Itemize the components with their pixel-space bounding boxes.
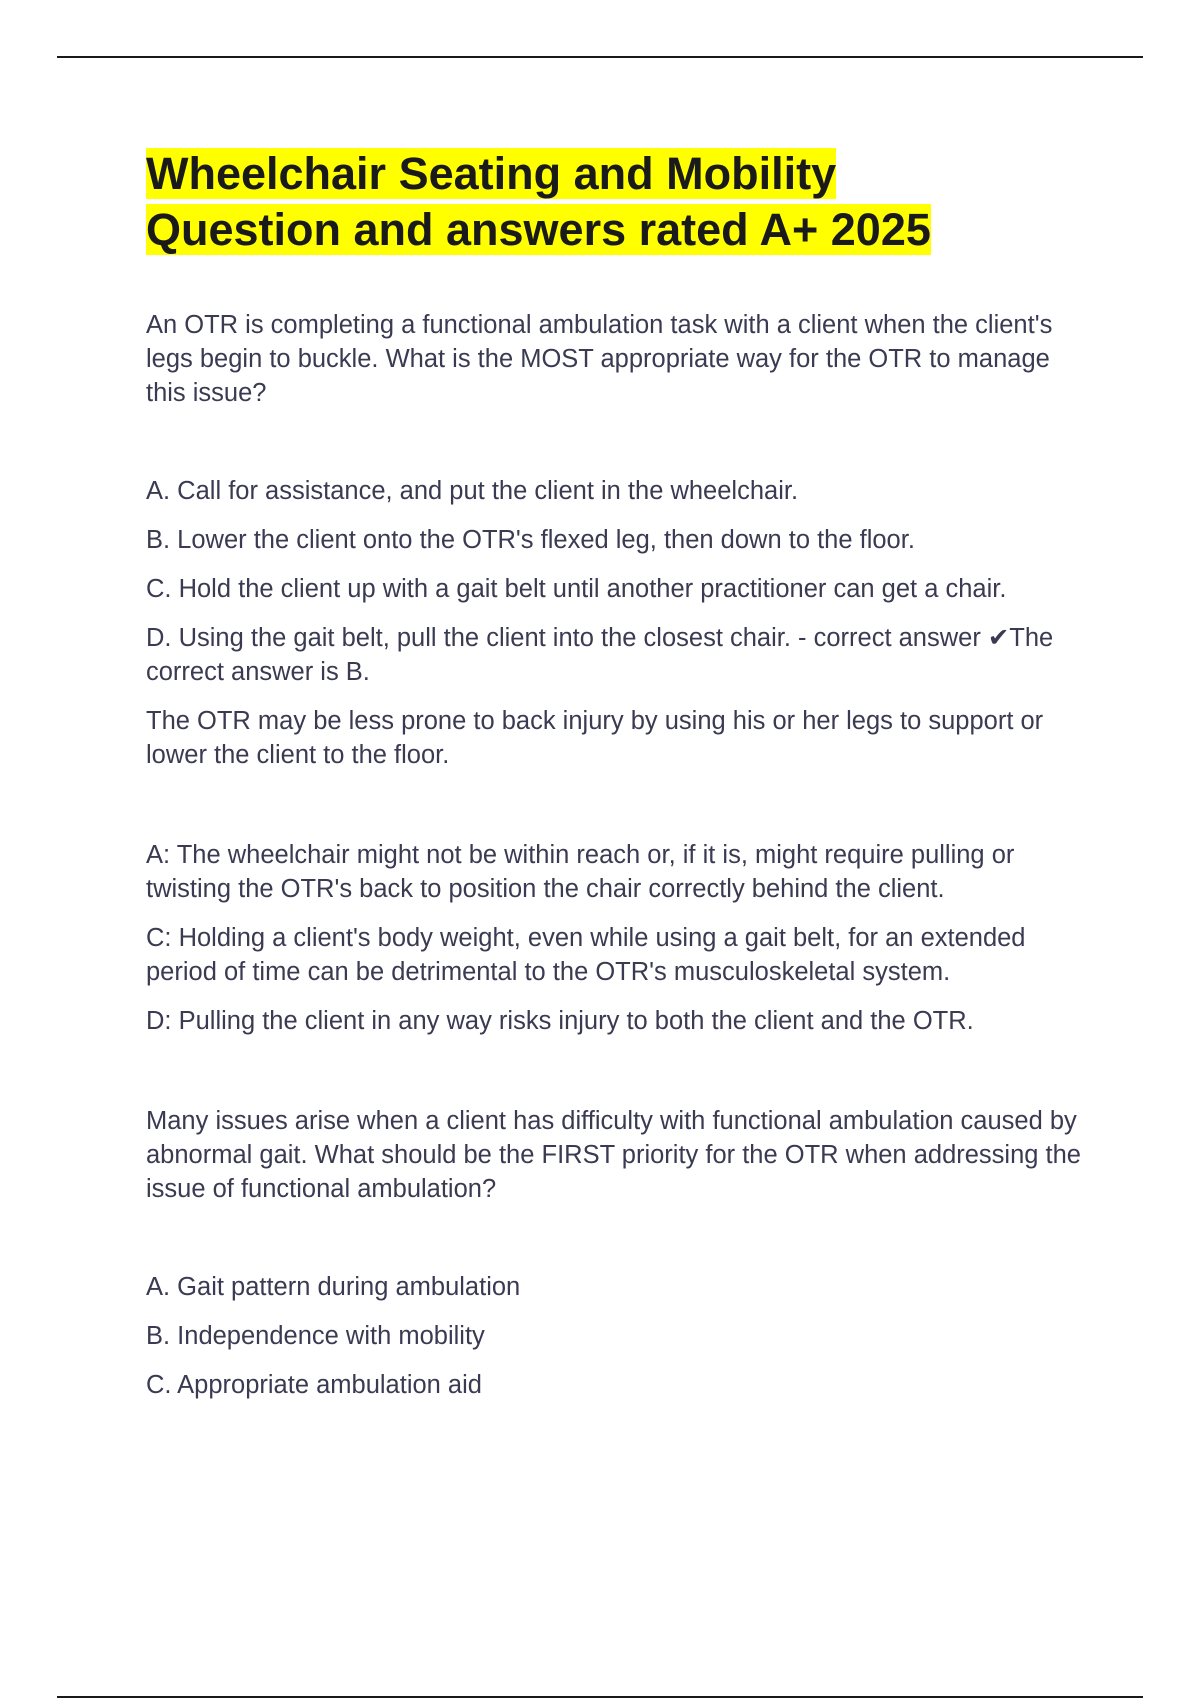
question-1-rationale-d: D: Pulling the client in any way risks injury to both the client and the OTR.	[146, 1007, 974, 1035]
question-1-option-c: C. Hold the client up with a gait belt until another practitioner can get a chair.	[146, 575, 1007, 603]
question-2-stem: Many issues arise when a client has difficulty with functional ambulation caused by abnormal gait. What should be the FIRST priority for the OTR when addressing the issue of functional ambulation?	[146, 1107, 1081, 1203]
page-title	[146, 146, 1096, 258]
document-body	[146, 146, 1096, 1402]
question-1-explanation: The OTR may be less prone to back injury by using his or her legs to support or lower the client to the floor.	[146, 707, 1044, 769]
question-2-option-b: B. Independence with mobility	[146, 1322, 485, 1350]
question-1-option-b: B. Lower the client onto the OTR's flexed leg, then down to the floor.	[146, 526, 915, 554]
title-line-2: Question and answers rated A+ 2025	[146, 204, 931, 255]
question-2-option-c: C. Appropriate ambulation aid	[146, 1371, 482, 1399]
top-rule	[57, 56, 1143, 58]
question-2-option-a: A. Gait pattern during ambulation	[146, 1273, 521, 1301]
title-line-1: Wheelchair Seating and Mobility	[146, 148, 837, 199]
question-1-option-a: A. Call for assistance, and put the client in the wheelchair.	[146, 477, 799, 505]
question-1-option-d: D. Using the gait belt, pull the client into the closest chair. - correct answer ✔The correct answer is B.	[146, 624, 1054, 686]
question-1-rationale-a: A: The wheelchair might not be within reach or, if it is, might require pulling or twisting the OTR's back to position the chair correctly behind the client.	[146, 841, 1015, 903]
bottom-rule	[57, 1696, 1143, 1698]
question-1-rationale-c: C: Holding a client's body weight, even while using a gait belt, for an extended period of time can be detrimental to the OTR's musculoskeletal system.	[146, 924, 1026, 986]
question-1-stem: An OTR is completing a functional ambulation task with a client when the client's legs begin to buckle. What is the MOST appropriate way for the OTR to manage this issue?	[146, 311, 1053, 407]
